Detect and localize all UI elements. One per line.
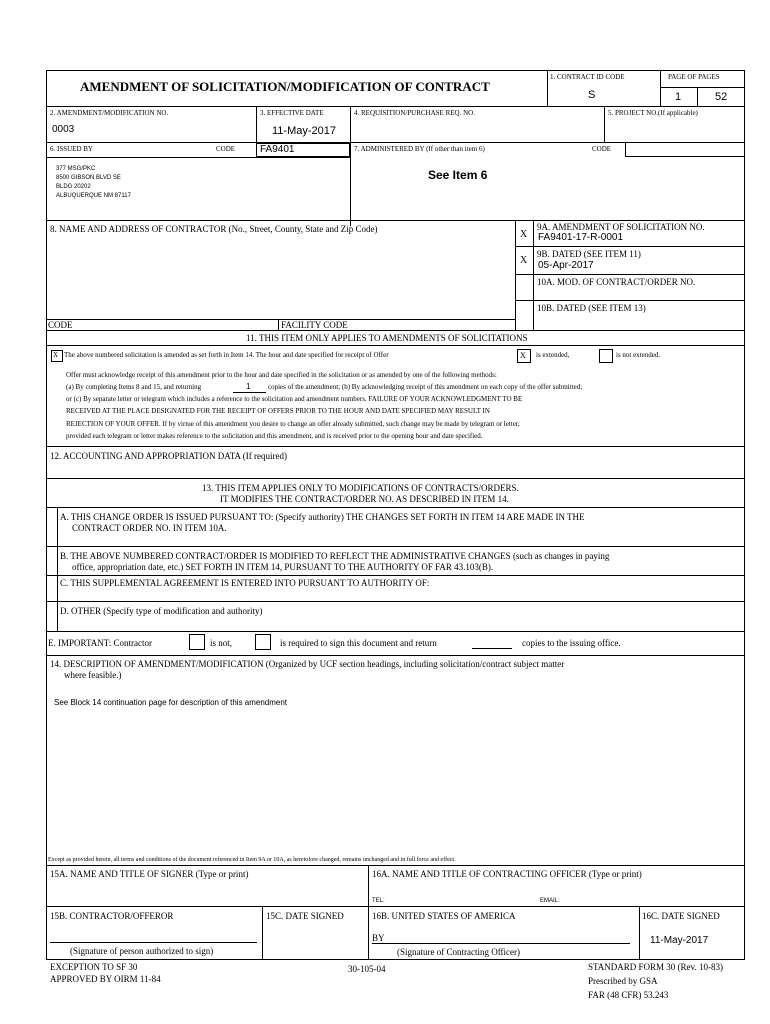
item16b-by: BY xyxy=(372,933,385,943)
item14-footer: Except as provided herein, all terms and conditions of the document referenced in Item 9A or 10A, as heretofore changed, remains unchanged and in full force and effect. xyxy=(48,857,456,863)
approved-text: APPROVED BY OIRM 11-84 xyxy=(50,974,161,984)
standard-form: STANDARD FORM 30 (Rev. 10-83) xyxy=(588,962,723,972)
email-label: EMAIL: xyxy=(540,898,560,904)
item16c-date: 11-May-2017 xyxy=(650,935,709,946)
item13-heading: 13. THIS ITEM APPLIES ONLY TO MODIFICATIONS OF CONTRACTS/ORDERS. xyxy=(202,483,519,493)
effective-date-label: 3. EFFECTIVE DATE xyxy=(260,109,324,117)
contractor-code-label: CODE xyxy=(48,320,73,330)
item11-check-mark: X xyxy=(53,351,59,359)
far-reference: FAR (48 CFR) 53.243 xyxy=(588,990,669,1000)
requisition-label: 4. REQUISITION/PURCHASE REQ. NO. xyxy=(354,109,475,117)
item13a-line: A. THIS CHANGE ORDER IS ISSUED PURSUANT TO: (Specify authority) THE CHANGES SET FORTH IN ITEM 14 ARE MADE IN THE xyxy=(60,512,585,522)
item13-heading: IT MODIFIES THE CONTRACT/ORDER NO. AS DESCRIBED IN ITEM 14. xyxy=(220,494,509,504)
item11-para: copies of the amendment; (b) By acknowledging receipt of this amendment on each copy of the offer submitted; xyxy=(268,383,583,391)
item13b-line: office, appropriation date, etc.) SET FORTH IN ITEM 14, PURSUANT TO THE AUTHORITY OF FAR 43.103(B). xyxy=(72,562,494,572)
not-extended-checkbox[interactable] xyxy=(599,349,613,363)
item11-para: (a) By completing Items 8 and 15, and returning xyxy=(66,383,202,391)
amendment-no: 0003 xyxy=(52,124,75,135)
page-of-pages-label: PAGE OF PAGES xyxy=(668,73,720,81)
item16a-label: 16A. NAME AND TITLE OF CONTRACTING OFFICER (Type or print) xyxy=(372,869,642,879)
solicitation-date: 05-Apr-2017 xyxy=(538,260,594,271)
total-pages: 52 xyxy=(715,91,728,103)
item14-label: where feasible.) xyxy=(64,670,122,680)
copies-label: copies to the issuing office. xyxy=(522,638,621,648)
item15b-label: 15B. CONTRACTOR/OFFEROR xyxy=(50,911,174,921)
not-extended-label: is not extended. xyxy=(616,351,661,359)
exception-text: EXCEPTION TO SF 30 xyxy=(50,962,138,972)
issued-code-label: CODE xyxy=(216,145,236,153)
item11-para: provided each telegram or letter makes reference to the solicitation and this amendment, and is received prior to the opening hour and date specified. xyxy=(66,432,483,440)
form-title: AMENDMENT OF SOLICITATION/MODIFICATION OF CONTRACT xyxy=(80,79,490,94)
contract-id-code-label: 1. CONTRACT ID CODE xyxy=(550,73,625,81)
administered-by-label: 7. ADMINISTERED BY (If other than item 6) xyxy=(354,145,485,153)
extended-label: is extended, xyxy=(536,351,570,359)
item9a-check: X xyxy=(520,229,528,240)
tel-label: TEL: xyxy=(372,898,385,904)
item15c-label: 15C. DATE SIGNED xyxy=(266,911,344,921)
item13c-line: C. THIS SUPPLEMENTAL AGREEMENT IS ENTERED INTO PURSUANT TO AUTHORITY OF: xyxy=(60,578,430,588)
item13a-line: CONTRACT ORDER NO. IN ITEM 10A. xyxy=(72,523,227,533)
item9a-label: 9A. AMENDMENT OF SOLICITATION NO. xyxy=(537,222,705,232)
item15b-signature-label: (Signature of person authorized to sign) xyxy=(70,946,214,956)
itemE-label: E. IMPORTANT: Contractor xyxy=(48,638,153,648)
see-item-6: See Item 6 xyxy=(428,168,488,182)
solicitation-number: FA9401-17-R-0001 xyxy=(538,232,624,243)
copies-count: 1 xyxy=(246,382,251,391)
is-required-checkbox[interactable] xyxy=(255,634,271,650)
item12-label: 12. ACCOUNTING AND APPROPRIATION DATA (If required) xyxy=(50,451,288,461)
item11-line1: The above numbered solicitation is amended as set forth in Item 14. The hour and date specified for receipt of Offer xyxy=(64,351,389,359)
item16b-label: 16B. UNITED STATES OF AMERICA xyxy=(372,911,516,921)
item10a-label: 10A. MOD. OF CONTRACT/ORDER NO. xyxy=(537,277,696,287)
issued-by-label: 6. ISSUED BY xyxy=(50,145,93,153)
is-required-label: is required to sign this document and return xyxy=(280,638,437,648)
item9b-check: X xyxy=(520,255,528,266)
prescribed-by: Prescribed by GSA xyxy=(588,976,658,986)
page-number: 1 xyxy=(675,91,682,103)
effective-date: 11-May-2017 xyxy=(272,125,336,137)
item15a-label: 15A. NAME AND TITLE OF SIGNER (Type or print) xyxy=(50,869,249,879)
item11-para: RECEIVED AT THE PLACE DESIGNATED FOR THE RECEIPT OF OFFERS PRIOR TO THE HOUR AND DATE SPECIFIED MAY RESULT IN xyxy=(66,407,490,415)
amendment-no-label: 2. AMENDMENT/MODIFICATION NO. xyxy=(50,109,169,117)
item16b-signature-label: (Signature of Contracting Officer) xyxy=(397,947,521,957)
is-not-checkbox[interactable] xyxy=(189,634,205,650)
contractor-name-label: 8. NAME AND ADDRESS OF CONTRACTOR (No., Street, County, State and Zip Code) xyxy=(50,224,378,234)
issuer-address-line: BLDG 20202 xyxy=(56,184,91,190)
extended-check-mark: X xyxy=(520,351,526,360)
form-number: 30-105-04 xyxy=(348,964,386,974)
facility-code-label: FACILITY CODE xyxy=(281,320,348,330)
item11-para: or (c) By separate letter or telegram which includes a reference to the solicitation and amendment numbers. FAILURE OF YOUR ACKNOWLEDGMENT TO BE xyxy=(66,395,523,403)
item11-para: REJECTION OF YOUR OFFER. If by virtue of this amendment you desire to change an offer already submitted, such change may be made by telegram or letter, xyxy=(66,420,520,428)
is-not-label: is not, xyxy=(210,638,233,648)
item9b-label: 9B. DATED (SEE ITEM 11) xyxy=(537,249,641,259)
item14-label: 14. DESCRIPTION OF AMENDMENT/MODIFICATION (Organized by UCF section headings, including solicitation/contract subject matter xyxy=(50,659,565,669)
issuer-address-line: 8500 GIBSON BLVD SE xyxy=(56,175,121,181)
administered-code-box xyxy=(625,143,745,157)
item11-heading: 11. THIS ITEM ONLY APPLIES TO AMENDMENTS OF SOLICITATIONS xyxy=(246,333,528,343)
item10b-label: 10B. DATED (SEE ITEM 13) xyxy=(537,303,646,313)
item16c-label: 16C. DATE SIGNED xyxy=(642,911,720,921)
administered-code-label: CODE xyxy=(592,145,612,153)
item11-para: Offer must acknowledge receipt of this amendment prior to the hour and date specified in the solicitation or as amended by one of the following methods: xyxy=(66,371,497,379)
item14-body: See Block 14 continuation page for description of this amendment xyxy=(54,698,288,707)
issuer-address-line: 377 MSG/PKC xyxy=(56,166,96,172)
issuer-address-line: ALBUQUERQUE NM 87117 xyxy=(56,193,131,199)
item13b-line: B. THE ABOVE NUMBERED CONTRACT/ORDER IS MODIFIED TO REFLECT THE ADMINISTRATIVE CHANGES (such as changes in paying xyxy=(60,551,610,561)
contract-id-code: S xyxy=(588,89,596,101)
project-no-label: 5. PROJECT NO.(If applicable) xyxy=(608,109,698,117)
item13d-line: D. OTHER (Specify type of modification and authority) xyxy=(60,606,263,616)
issued-code: FA9401 xyxy=(260,144,295,155)
